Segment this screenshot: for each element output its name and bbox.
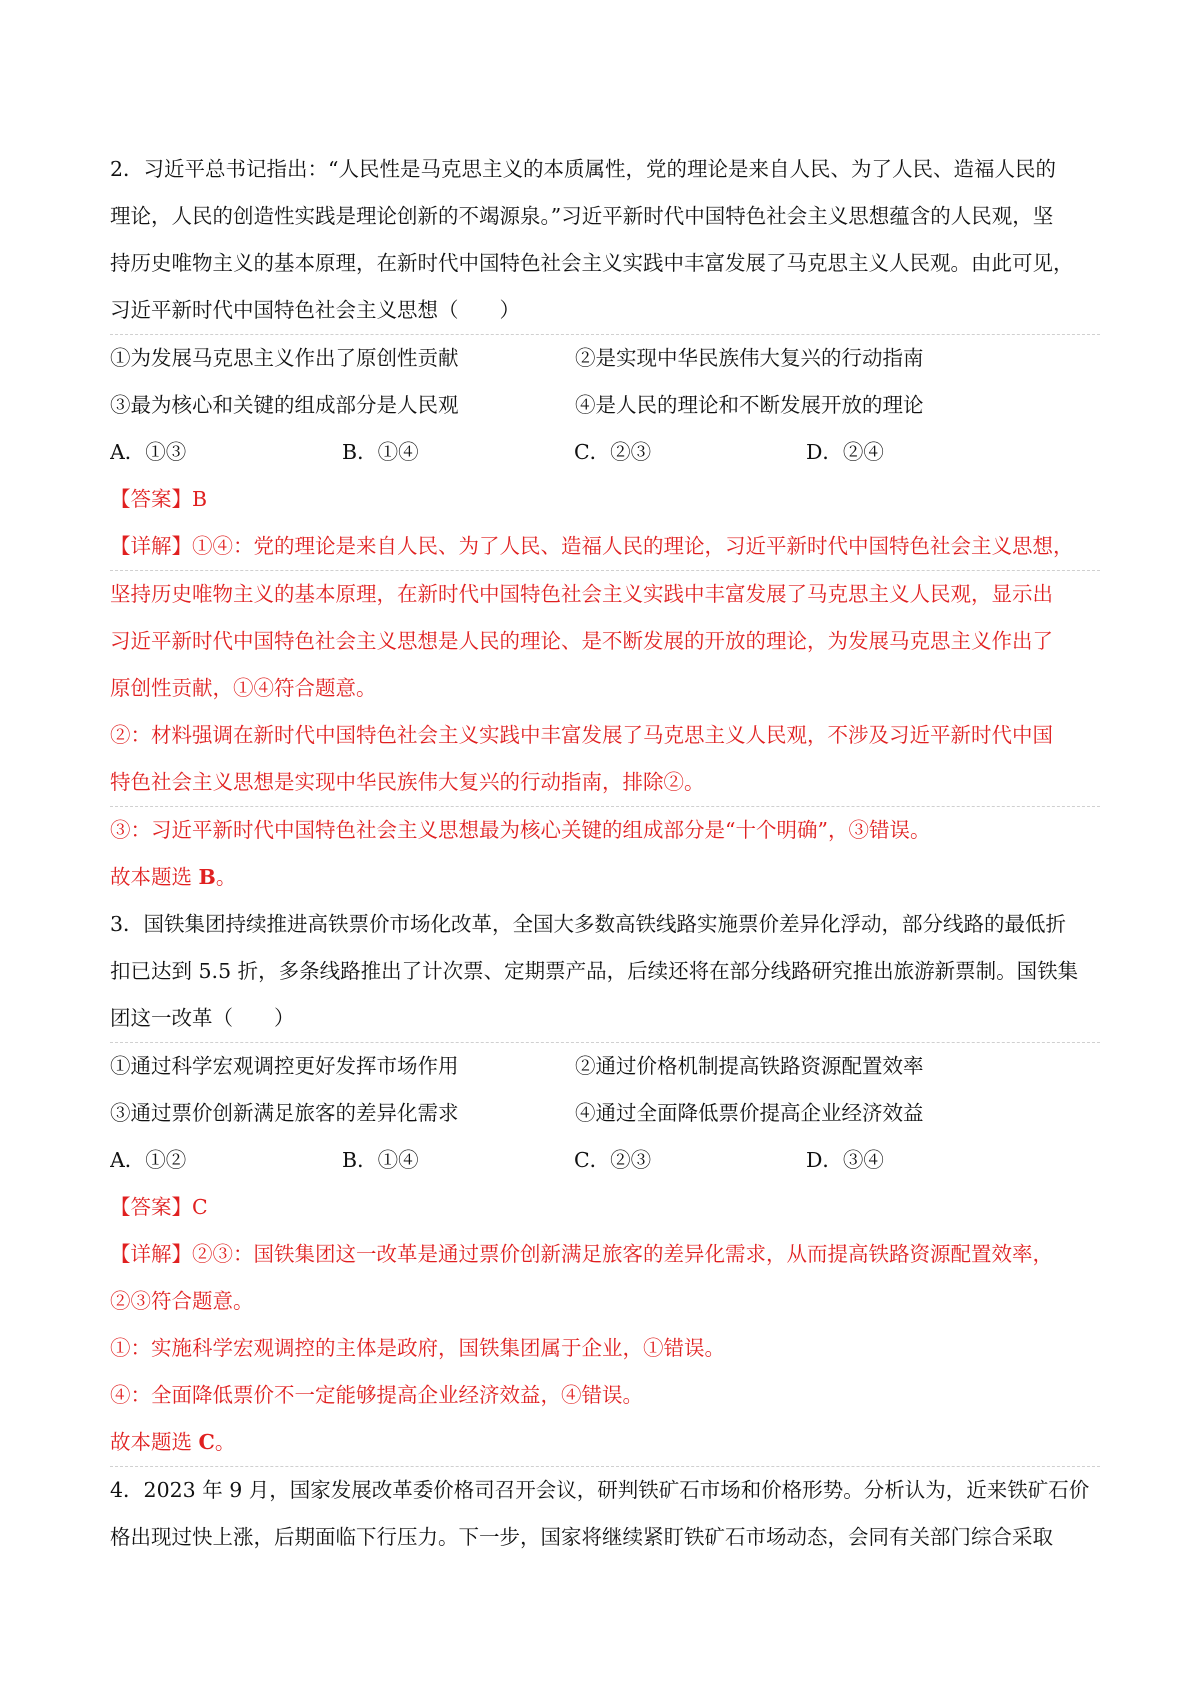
- explanation-line: 【详解】②③：国铁集团这一改革是通过票价创新满足旅客的差异化需求，从而提高铁路资源配置效率，: [110, 1242, 1053, 1266]
- conclusion-suffix: 。: [215, 865, 237, 889]
- answer-line: [110, 1184, 1100, 1231]
- options-row: [110, 1043, 1100, 1090]
- question-stem-line: 格出现过快上涨，后期面临下行压力。下一步，国家将继续紧盯铁矿石市场动态，会同有关部门综合采取: [110, 1525, 1053, 1549]
- explanation-line: ②③符合题意。: [110, 1289, 254, 1313]
- explanation-line: ①：实施科学宏观调控的主体是政府，国铁集团属于企业，①错误。: [110, 1336, 725, 1360]
- choice-b: B．①④: [342, 1148, 419, 1172]
- choices-row: [110, 429, 1100, 476]
- choice-c: C．②③: [574, 440, 652, 464]
- option-item: ③最为核心和关键的组成部分是人民观: [110, 393, 459, 417]
- choice-d: D．②④: [806, 440, 884, 464]
- conclusion-line: [110, 1419, 1100, 1467]
- option-item: ②是实现中华民族伟大复兴的行动指南: [575, 346, 924, 370]
- question-3: [110, 901, 1100, 1467]
- answer-value: B: [192, 487, 208, 511]
- answer-value: C: [192, 1195, 208, 1219]
- explanation-line: ②：材料强调在新时代中国特色社会主义实践中丰富发展了马克思主义人民观，不涉及习近平新时代中国: [110, 723, 1053, 747]
- explanation-line: 原创性贡献，①④符合题意。: [110, 676, 377, 700]
- option-item: ①通过科学宏观调控更好发挥市场作用: [110, 1054, 459, 1078]
- option-item: ④是人民的理论和不断发展开放的理论: [575, 393, 924, 417]
- question-stem-line: 3．国铁集团持续推进高铁票价市场化改革，全国大多数高铁线路实施票价差异化浮动，部分线路的最低折: [110, 912, 1067, 936]
- options-row: [110, 382, 1100, 429]
- conclusion-prefix: 故本题选: [110, 865, 199, 889]
- question-stem-line: 4．2023 年 9 月，国家发展改革委价格司召开会议，研判铁矿石市场和价格形势。分析认为，近来铁矿石价: [110, 1478, 1090, 1502]
- explanation-line: 坚持历史唯物主义的基本原理，在新时代中国特色社会主义实践中丰富发展了马克思主义人民观，显示出: [110, 582, 1053, 606]
- answer-label: 【答案】: [110, 1195, 192, 1219]
- explanation-line: 特色社会主义思想是实现中华民族伟大复兴的行动指南，排除②。: [110, 759, 1100, 807]
- question-stem-line: 习近平新时代中国特色社会主义思想（ ）: [110, 287, 1100, 335]
- conclusion-letter: B: [198, 865, 216, 889]
- options-row: [110, 1090, 1100, 1137]
- explanation-line: ④：全面降低票价不一定能够提高企业经济效益，④错误。: [110, 1383, 643, 1407]
- question-stem-line: 团这一改革（ ）: [110, 995, 1100, 1043]
- question-stem-line: 扣已达到 5.5 折，多条线路推出了计次票、定期票产品，后续还将在部分线路研究推出旅游新票制。国铁集: [110, 959, 1079, 983]
- conclusion-suffix: 。: [214, 1430, 236, 1454]
- option-item: ②通过价格机制提高铁路资源配置效率: [575, 1054, 924, 1078]
- question-4: [110, 1467, 1100, 1561]
- choice-b: B．①④: [342, 440, 419, 464]
- choice-a: A．①③: [110, 440, 187, 464]
- choice-d: D．③④: [806, 1148, 884, 1172]
- choice-c: C．②③: [574, 1148, 652, 1172]
- conclusion-prefix: 故本题选: [110, 1430, 199, 1454]
- question-2: [110, 146, 1100, 901]
- question-stem-line: 持历史唯物主义的基本原理，在新时代中国特色社会主义实践中丰富发展了马克思主义人民观。由此可见，: [110, 251, 1074, 275]
- choice-a: A．①②: [110, 1148, 187, 1172]
- option-item: ④通过全面降低票价提高企业经济效益: [575, 1101, 924, 1125]
- question-stem-line: 理论，人民的创造性实践是理论创新的不竭源泉。”习近平新时代中国特色社会主义思想蕴含的人民观，坚: [110, 204, 1054, 228]
- conclusion-line: [110, 854, 1100, 901]
- document-content: [110, 146, 1100, 1561]
- explanation-line: 【详解】①④：党的理论是来自人民、为了人民、造福人民的理论，习近平新时代中国特色社会主义思想，: [110, 523, 1100, 571]
- conclusion-letter: C: [198, 1430, 215, 1454]
- option-item: ③通过票价创新满足旅客的差异化需求: [110, 1101, 459, 1125]
- explanation-line: ③：习近平新时代中国特色社会主义思想最为核心关键的组成部分是“十个明确”，③错误。: [110, 818, 931, 842]
- answer-line: [110, 476, 1100, 523]
- explanation-line: 习近平新时代中国特色社会主义思想是人民的理论、是不断发展的开放的理论，为发展马克思主义作出了: [110, 629, 1053, 653]
- choices-row: [110, 1137, 1100, 1184]
- options-row: [110, 335, 1100, 382]
- question-stem-line: 2．习近平总书记指出：“人民性是马克思主义的本质属性，党的理论是来自人民、为了人民、造福人民的: [110, 157, 1057, 181]
- answer-label: 【答案】: [110, 487, 192, 511]
- option-item: ①为发展马克思主义作出了原创性贡献: [110, 346, 459, 370]
